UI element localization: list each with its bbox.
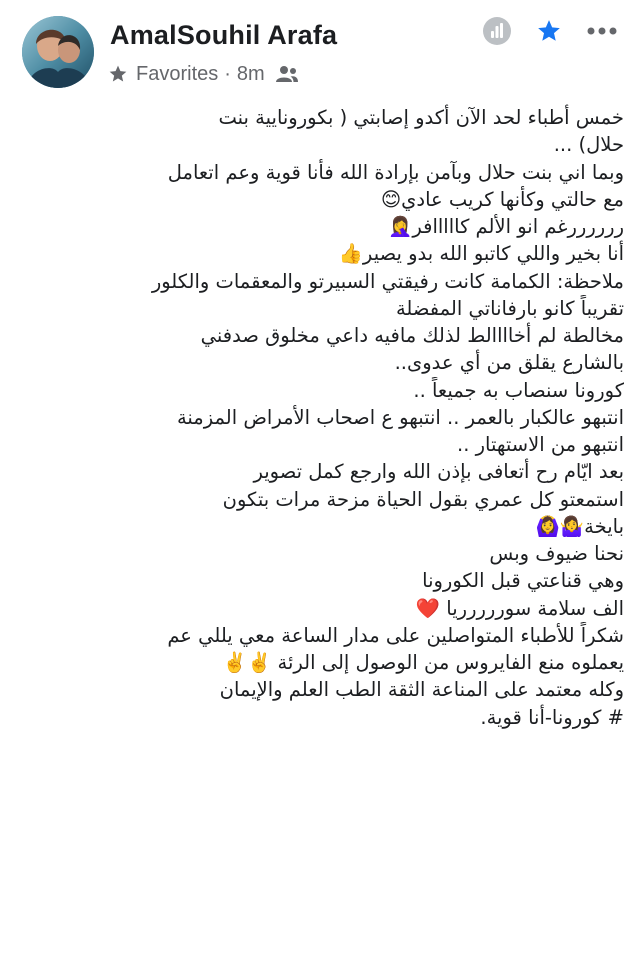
post-line: انتبهو عالكبار بالعمر .. انتبهو ع اصحاب الأمراض المزمنة [176,405,624,429]
more-options-icon[interactable] [586,26,618,36]
author-name[interactable]: AmalSouhil Arafa [110,20,338,50]
post-line: بايخة🤷‍♀️🙆‍♀️ [535,514,624,538]
post-body [10,104,624,731]
avatar-photo [22,16,94,88]
post-line: وكله معتمد على المناعة الثقة الطب العلم والإيمان [219,678,624,702]
post-header [0,0,634,104]
post-line: انتبهو من الاستهتار .. [457,433,624,456]
insights-icon[interactable] [482,16,512,46]
post-line: أنا بخير واللي كاتبو الله بدو يصير👍 [338,242,624,266]
post-line: وبما اني بنت حلال وبآمن بإرادة الله فأنا قوية وعم اتعامل [167,160,624,184]
friends-icon [275,64,299,84]
post-line: خمس أطباء لحد الآن أكدو إصابتي ( بكورونايية بنت [218,106,624,129]
post-meta [108,60,299,88]
favorite-star-icon[interactable] [536,18,562,44]
meta-separator: · [224,62,231,85]
post-line: ررررررغم انو الألم كااااافر🤦‍♀️ [388,215,624,238]
post-line: كورونا سنصاب به جميعاً .. [413,378,624,402]
post-line: بعد ايّام رح أتعافى بإذن الله وارجع كمل تصوير [253,460,624,484]
post-line: نحنا ضيوف وبس [489,542,624,565]
post-line: بالشارع يقلق من أي عدوى.. [394,351,624,375]
post-line: حلال) ... [553,133,624,157]
star-icon [108,64,128,84]
post-line: ملاحظة: الكمامة كانت رفيقتي السبيرتو والمعقمات والكلور [151,269,624,293]
post-line: مع حالتي وكأنها كريب عادي😊 [380,187,624,211]
post-line: # كورونا-أنا قوية. [480,705,624,729]
post-actions [458,14,618,48]
audience-label[interactable]: Favorites [136,62,219,85]
post-line: تقريباً كانو بارفاناتي المفضلة [395,296,624,320]
post-line: الف سلامة سوررررريا ❤️ [415,596,624,620]
post-line: يعملوه منع الفايروس من الوصول إلى الرئة ✌️✌️ [222,651,624,674]
post-line: استمعتو كل عمري بقول الحياة مزحة مرات بتكون [222,487,624,511]
avatar[interactable] [22,16,94,88]
post-line: شكراً للأطباء المتواصلين على مدار الساعة معي يللي عم [167,623,624,647]
post-line: وهي قناعتي قبل الكورونا [422,569,624,593]
post-line: مخالطة لم أخاااالط لذلك مافيه داعي مخلوق صدفني [200,324,624,347]
post-time[interactable]: 8m [236,62,265,85]
